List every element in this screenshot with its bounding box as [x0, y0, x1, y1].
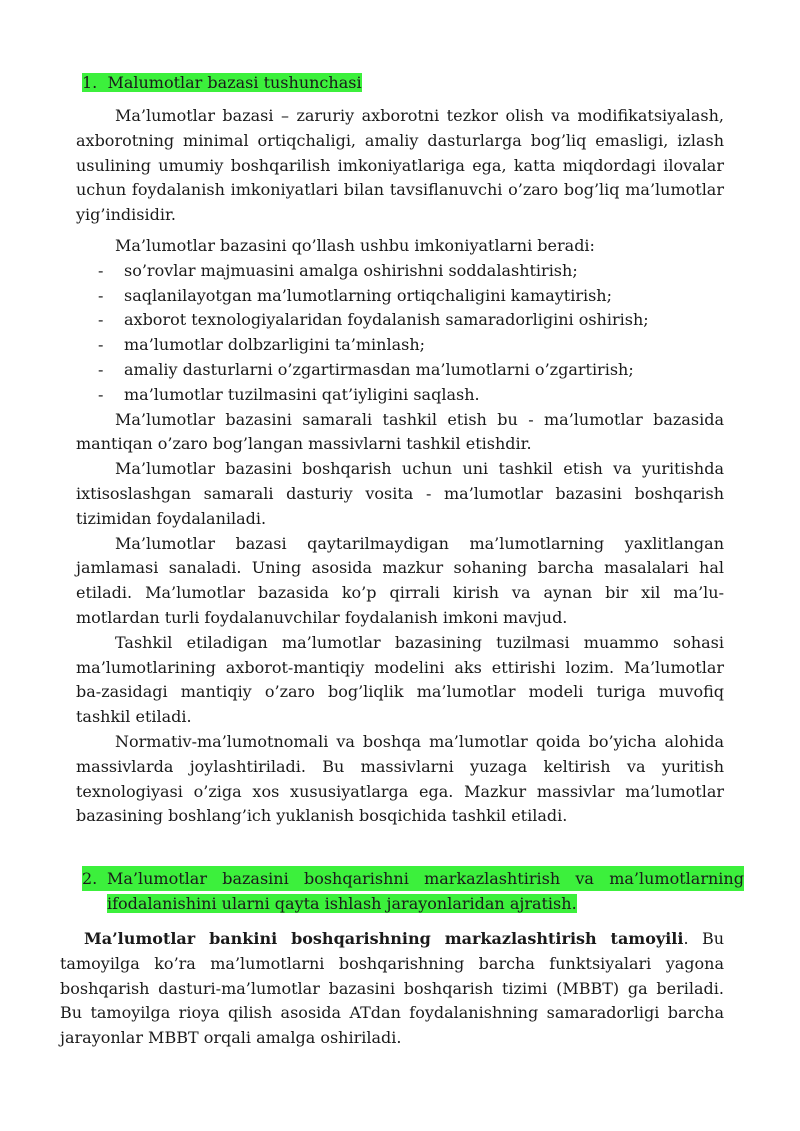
section-2-heading-line-2: ifodalanishini ularni qayta ishlash jarayonlaridan ajratish. — [107, 894, 577, 913]
benefits-list — [76, 259, 724, 408]
list-dash: - — [98, 384, 104, 404]
list-dash: - — [98, 260, 104, 280]
list-item: - amaliy dasturlarni o’zgartirmasdan ma’lumotlarni o’zgartirish; — [76, 358, 724, 383]
list-dash: - — [98, 310, 104, 330]
principle-term: Ma’lumotlar bankini boshqarishning markazlashtirish tamoyili — [84, 929, 684, 948]
section-2-number: 2. — [82, 869, 98, 888]
section-1-heading — [82, 70, 362, 95]
section-2-body — [60, 927, 724, 1051]
list-dash: - — [98, 335, 104, 355]
paragraph-definition: Ma’lumotlar bazasi – zaruriy axborotni tezkor olish va modifikatsiyalash, axborotning minimal ortiqchaligi, amaliy dasturlarga bog’liq emasligi, izlash usulining umumiy boshqarilish imkoniyatlariga ega, katta miqdordagi ilovalar uchun foydalanish imkoniyatlari bilan tavsiflanuvchi o’zaro bog’liq ma’lumotlar yig’indisidir. — [76, 106, 724, 225]
section-1-body — [76, 104, 724, 829]
section-1-title: Malumotlar bazasi tushunchasi — [107, 73, 362, 92]
list-item: - ma’lumotlar dolbzarligini ta’minlash; — [76, 333, 724, 358]
paragraph-management-tool: Ma’lumotlar bazasini boshqarish uchun uni tashkil etish va yuritishda ixtisoslashgan samarali dasturiy vosita - ma’lumotlar bazasini boshqarish tizimidan foydalaniladi. — [76, 459, 724, 528]
paragraph-efficient-organization: Ma’lumotlar bazasini samarali tashkil etish bu - ma’lumotlar bazasida mantiqan o’zaro bog’langan massivlarni tashkil etishdir. — [76, 409, 724, 454]
list-dash: - — [98, 285, 104, 305]
paragraph-centralization-principle: Ma’lumotlar bankini boshqarishning markazlashtirish tamoyili. Bu tamoyilga ko’ra ma’lumotlarni boshqarishning barcha funktsiyalari yagona boshqarish dasturi-ma’lumotlar bazasini boshqarish tizimi (MBBT) ga beriladi. Bu tamoyilga rioya qilish asosida ATdan foydalanishning samaradorligi barcha jarayonlar MBBT orqali amalga oshiriladi. — [60, 929, 725, 1048]
section-1-number: 1. — [82, 73, 98, 92]
section-2-heading — [82, 866, 744, 916]
list-item: - ma’lumotlar tuzilmasini qat’iyligini saqlash. — [76, 383, 724, 408]
list-item: - so’rovlar majmuasini amalga oshirishni soddalashtirish; — [76, 259, 724, 284]
list-item: - saqlanilayotgan ma’lumotlarning ortiqchaligini kamaytirish; — [76, 284, 724, 309]
section-1-heading-highlight — [82, 73, 362, 92]
list-intro: Ma’lumotlar bazasini qo’llash ushbu imkoniyatlarni beradi: — [115, 235, 595, 255]
list-dash: - — [98, 359, 104, 379]
paragraph-integrated-collection: Ma’lumotlar bazasi qaytarilmaydigan ma’lumotlarning yaxlitlangan jamlamasi sanaladi. Uning asosida mazkur sohaning barcha masalalari hal etiladi. Ma’lumotlar bazasida ko’p qirrali kirish va aynan bir xil ma’lu-motlardan turli foydalanuvchilar foydalanish imkoni mavjud. — [76, 533, 724, 627]
section-2-heading-line-1: 2. Ma’lumotlar bazasini boshqarishni markazlashtirish va ma’lumotlarning — [82, 866, 744, 891]
paragraph-structure: Tashkil etiladigan ma’lumotlar bazasining tuzilmasi muammo sohasi ma’lumotlarining axborot-mantiqiy modelini aks ettirishi lozim. Ma’lumotlar ba-zasidagi mantiqiy o’zaro bog’liqlik ma’lumotlar modeli turiga muvofiq tashkil etiladi. — [76, 632, 724, 727]
paragraph-normative-data: Normativ-ma’lumotnomali va boshqa ma’lumotlar qoida bo’yicha alohida massivlarda joylashtiriladi. Bu massivlarni yuzaga keltirish va yuritish texnologiyasi o’ziga xos xususiyatlarga ega. Mazkur massivlar ma’lumotlar bazasining boshlang’ich yuklanish bosqichida tashkil etiladi. — [76, 731, 724, 826]
list-item: - axborot texnologiyalaridan foydalanish samaradorligini oshirish; — [76, 308, 724, 333]
